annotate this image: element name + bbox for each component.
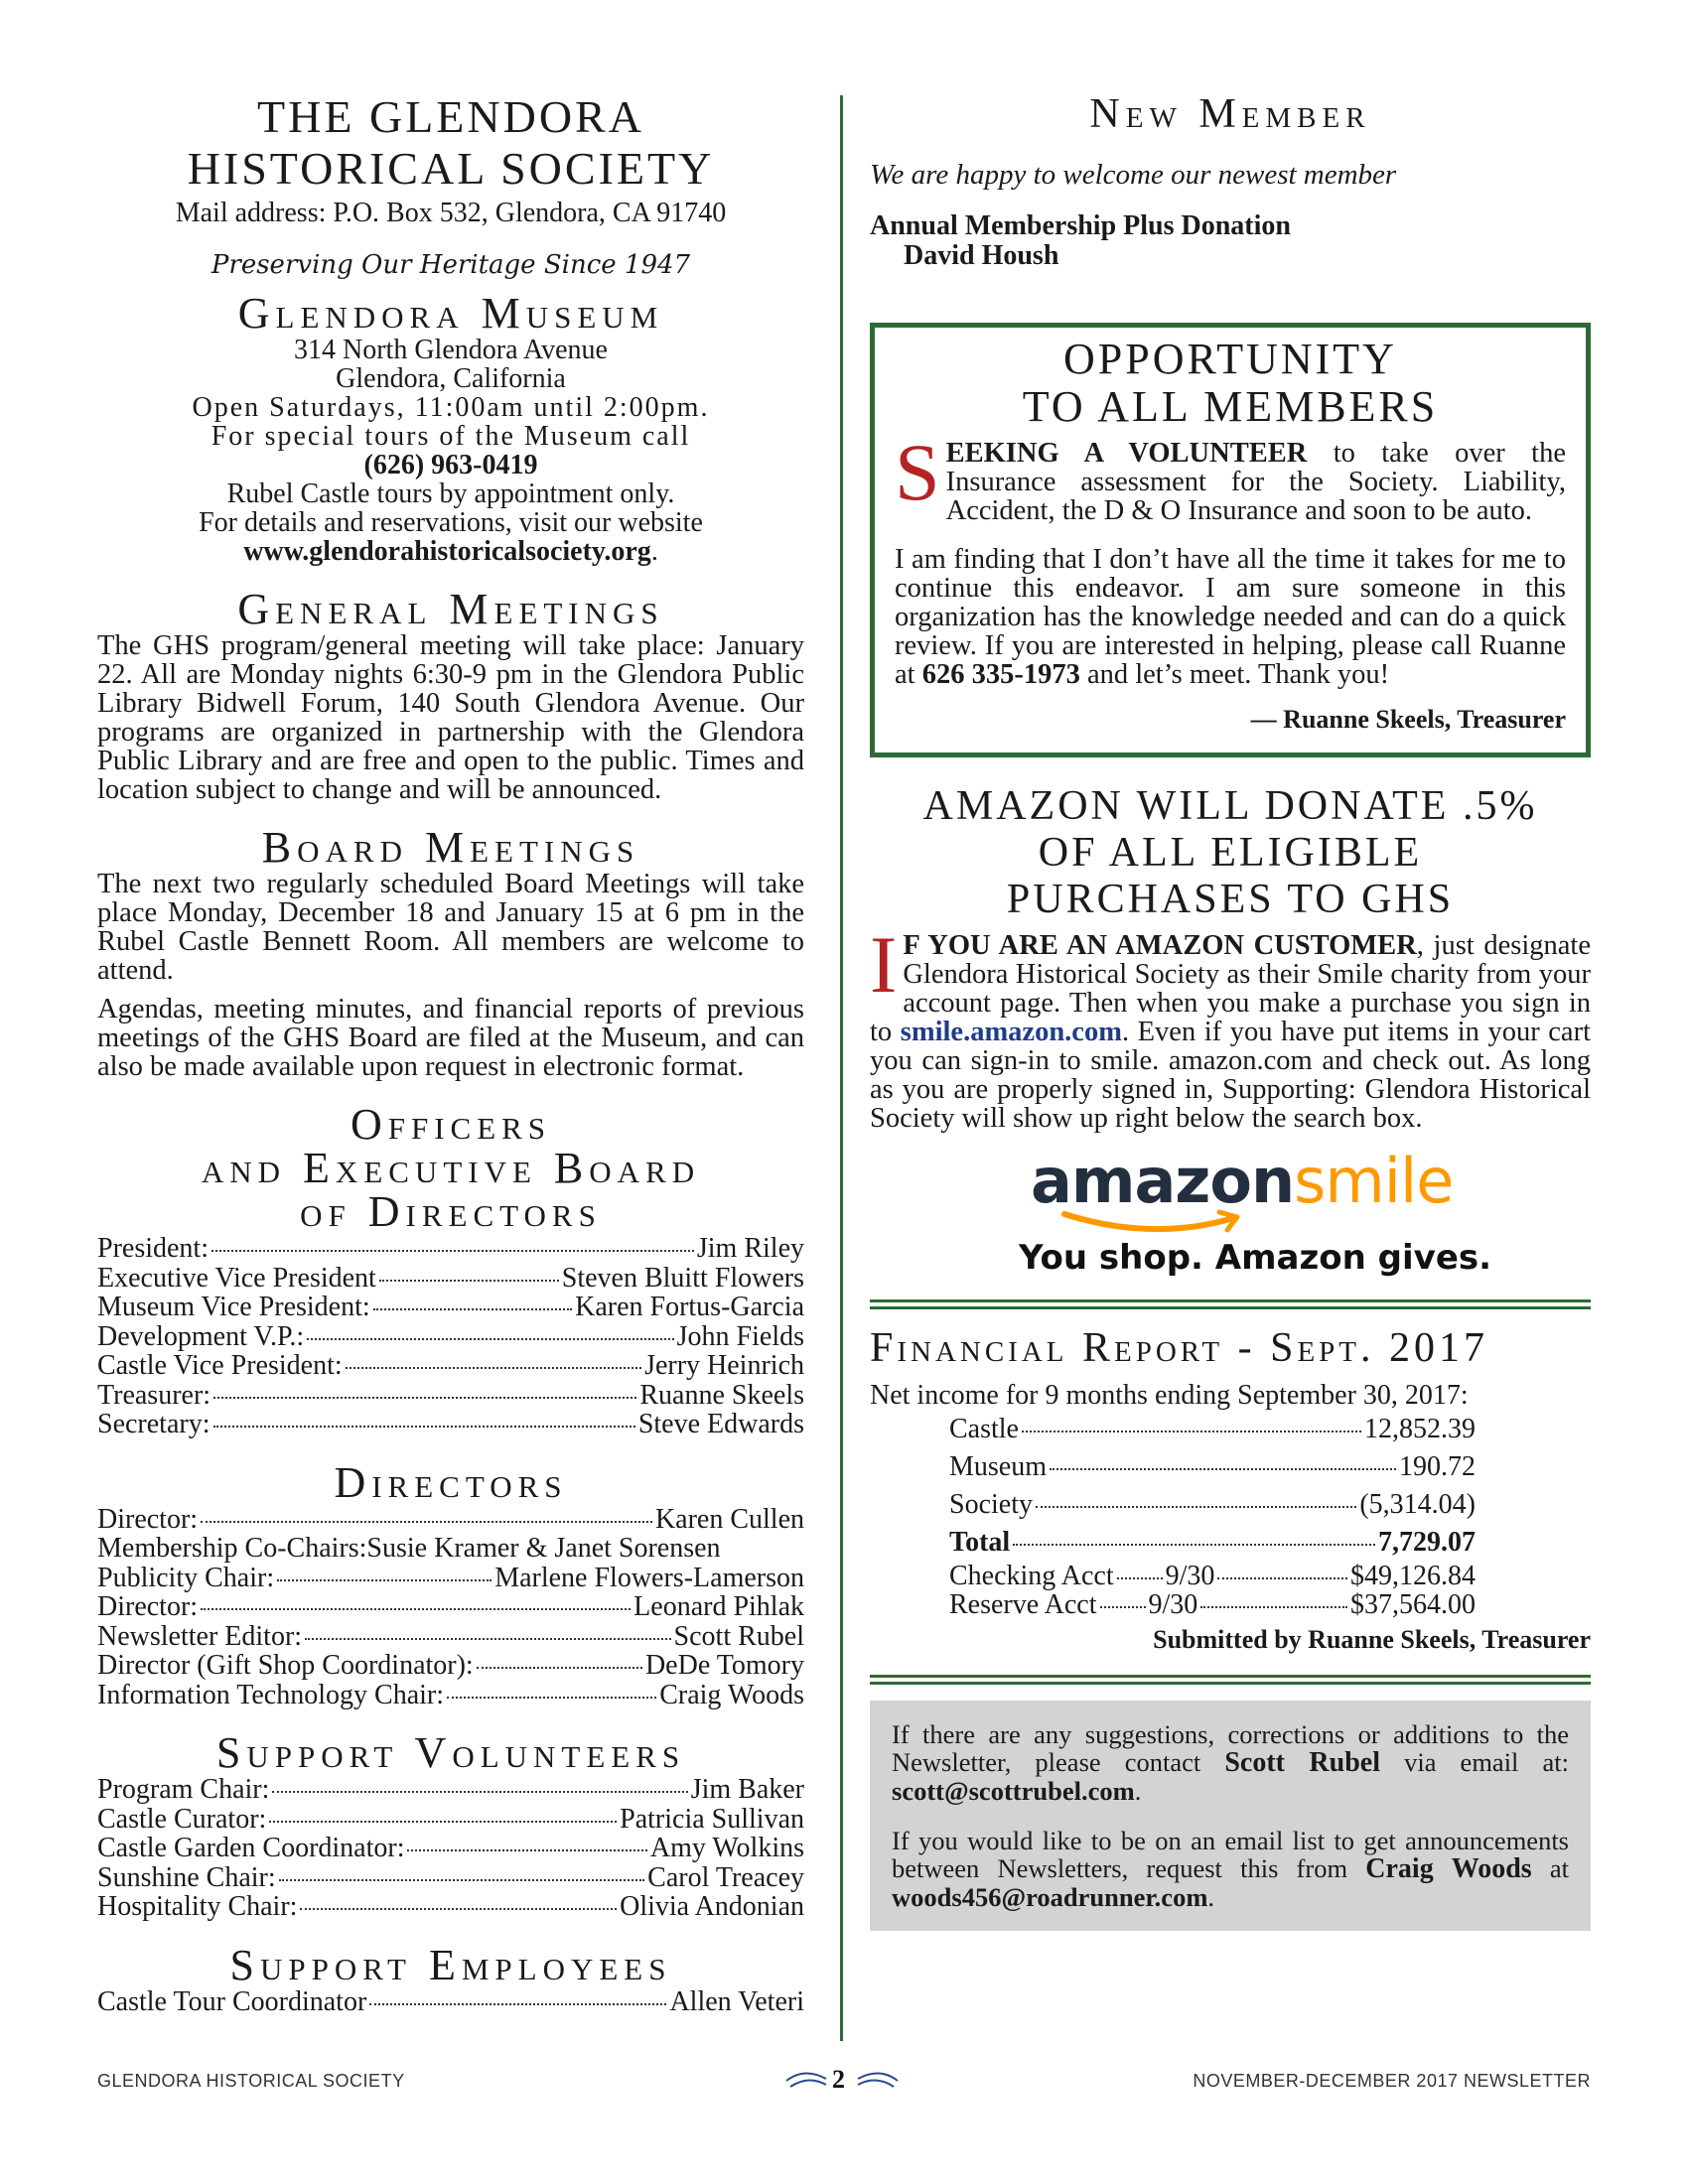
financial-label: Castle [949,1414,1019,1444]
roster-name: Leonard Pihlak [633,1591,804,1622]
roster-role: President: [97,1233,209,1264]
board-meetings-body1: The next two regularly scheduled Board Meetings will take place Monday, December 18 and January 15 at 6 pm in the Rubel Castle Bennett Room. All members are welcome to attend. [97,869,804,986]
roster-row [97,1651,804,1681]
list-contact-email[interactable]: woods456@roadrunner.com [892,1882,1208,1912]
roster-row [97,1592,804,1622]
contact-para2 [892,1827,1569,1911]
roster-name: John Fields [676,1320,804,1352]
roster-role: Information Technology Chair: [97,1679,445,1710]
officers-heading-line3: of Directors [300,1187,602,1236]
masthead [97,91,804,195]
museum-city: Glendora, California [336,363,566,394]
financial-row [949,1448,1476,1486]
roster-row [97,1293,804,1322]
amazon-title [870,783,1591,923]
museum-heading: Glendora Museum [237,289,664,338]
contact-text: via email at: [1380,1747,1569,1777]
financial-label: Museum [949,1451,1047,1482]
financial-row [949,1486,1476,1524]
roster-role: Director: [97,1591,199,1622]
financial-report-heading: Financial Report - Sept. 2017 [870,1325,1489,1371]
new-member-name: David Housh [904,240,1059,271]
editor-name: Scott Rubel [1224,1747,1381,1778]
left-column: THE GLENDORA HISTORICAL SOCIETY Mail address: P.O. Box 532, Glendora, CA 91740 Preserving Our Heritage Since 1947 Glendora Museum 314 North Glendora Avenue Glendora, California Open Saturdays, 11:00am until 2:00pm. For special tours of the Museum call (626) 963-0419 Rubel Castle tours by appointment only. For details and reservations, visit our website www.glendorahistoricalsociety.org. General Meetings The GHS program/general meeting will take place: January 22. All are Monday nights 6:30-9 pm in the Glendora Public Library Bidwell Forum, 140 South Glendora Avenue. Our programs are organized in partnership with the Glendora Public Library and are free and open to the public. Times and location subject to change and will be announced. Board Meetings The next two regularly scheduled Board Meetings will take place Monday, December 18 and January 15 at 6 pm in the Rubel Castle Bennett Room. All members are welcome to attend. Agendas, meeting minutes, and financial reports of previous meetings of the GHS Board are filed at the Museum, and can also be made available upon request in electronic format. Officers and Executive Board of Directors President: Jim Riley Executive Vice President Steven Bluitt Flowers Museum Vice President: Karen Fortus-Garcia Development V.P.: John Fields Castle Vice President: Jerry Heinrich Treasurer: Ruanne Skeels Secretary: Steve Edwards Directors Director: Karen Cullen Membership Co-Chairs: Susie Kramer & Janet Sorensen Publicity Chair: Marlene Flowers-Lamerson Director: Leonard Pihlak Newsletter Editor: Scott Rubel Director (Gift Shop Coordinator): DeDe Tomory Information Technology Chair: Craig Woods Support Volunteers Program Chair: Jim Baker Castle Curator: Patricia Sullivan Castle Garden Coordinator: Amy Wolkins Sunshine Chair: Carol Treacey Hospitality Chair: Olivia Andonian Support Employees Castle Tour Coordinator Allen Veteri [97,91,804,2017]
section-rule [870,1299,1591,1309]
logo-word-smile: smile [1294,1145,1454,1217]
museum-tours: For special tours of the Museum call [211,421,691,452]
opportunity-title-line2: TO ALL MEMBERS [1022,382,1439,431]
drop-cap: S [895,427,940,517]
footer-left: GLENDORA HISTORICAL SOCIETY [97,2071,405,2091]
roster-row [97,1775,804,1805]
contact-text: . [1134,1776,1142,1806]
roster-role: Newsletter Editor: [97,1620,303,1652]
roster-row [97,1987,804,2017]
financial-value: 190.72 [1399,1451,1476,1482]
museum-phone: (626) 963-0419 [363,450,538,480]
amazon-text-a: , just designate Glendora Historical Society as their Smile charity from your account page. Then when you make a purchase you sign in to [870,930,1592,1047]
support-employees-list [97,1987,804,2017]
roster-name: Karen Fortus-Garcia [575,1292,804,1322]
footer-right: NOVEMBER-DECEMBER 2017 NEWSLETTER [1193,2071,1591,2091]
section-rule [870,1675,1591,1685]
amazon-title-line2: OF ALL ELIGIBLE [1038,830,1423,876]
account-row [949,1590,1476,1619]
roster-role: Castle Garden Coordinator: [97,1833,405,1863]
roster-row [97,1892,804,1922]
opportunity-text2b: and let’s meet. Thank you! [1079,659,1390,690]
roster-row [97,1505,804,1535]
account-label: Checking Acct [949,1561,1114,1591]
list-contact-name: Craig Woods [1365,1853,1532,1884]
roster-row [97,1805,804,1835]
roster-role: Publicity Chair: [97,1562,275,1593]
contact-box [870,1701,1591,1931]
amazon-text-b: . Even if you have put items in your cart you can sign-in to smile. amazon.com and check out. As long as you are properly signed in, Supporting: Glendora Historical Society will show up right below the search box. [870,1017,1591,1134]
general-meetings-body: The GHS program/general meeting will take place: January 22. All are Monday nights 6:30-9 pm in the Glendora Public Library Bidwell Forum, 140 South Glendora Avenue. Our programs are organized in partnership with the Glendora Public Library and are free and open to the public. Times and location subject to change and will be announced. [97,630,804,805]
roster-role: Castle Vice President: [97,1350,343,1381]
opportunity-box [870,323,1591,757]
roster-name: Karen Cullen [654,1503,804,1535]
contact-para1 [892,1720,1569,1805]
opportunity-lead: EEKING A VOLUNTEER [945,438,1308,469]
officers-heading [97,1100,804,1236]
right-column [870,91,1591,1931]
contact-text: at [1531,1853,1569,1883]
roster-row [97,1622,804,1652]
castle-tours: Rubel Castle tours by appointment only. [226,478,675,509]
financial-table [949,1411,1476,1619]
roster-role: Program Chair: [97,1774,270,1805]
logo-word-amazon: amazon [1031,1145,1295,1217]
new-member-heading: New Member [1089,91,1371,137]
roster-name: Amy Wolkins [649,1833,804,1863]
account-date: 9/30 [1148,1589,1198,1620]
editor-email[interactable]: scott@scottrubel.com [892,1776,1135,1806]
contact-phone: 626 335-1973 [921,659,1080,690]
amazon-title-line1: AMAZON WILL DONATE .5% [922,783,1538,829]
membership-category: Annual Membership Plus Donation [870,210,1291,241]
smile-amazon-link[interactable]: smile.amazon.com [900,1017,1122,1047]
roster-name: Scott Rubel [673,1620,804,1652]
column-divider [840,95,843,2041]
roster-role: Development V.P.: [97,1320,305,1352]
masthead-line1: THE GLENDORA [257,91,644,142]
roster-role: Membership Co-Chairs: [97,1533,367,1564]
opportunity-text1: to take over the Insurance assessment for the Society. Liability, Accident, the D & O Insurance and soon to be auto. [945,438,1566,526]
financial-value: (5,314.04) [1359,1489,1476,1520]
roster-role: Hospitality Chair: [97,1891,298,1922]
roster-name: DeDe Tomory [644,1650,804,1681]
mail-address: Mail address: P.O. Box 532, Glendora, CA 91740 [175,198,727,228]
financial-value: 7,729.07 [1378,1527,1476,1558]
website-link[interactable]: www.glendorahistoricalsociety.org [243,536,651,567]
roster-row [97,1534,804,1564]
roster-role: Museum Vice President: [97,1292,370,1322]
museum-hours: Open Saturdays, 11:00am until 2:00pm. [192,392,710,423]
amazon-smile-arrow-icon [1058,1208,1257,1238]
officers-heading-line2: and Executive Board [201,1144,701,1192]
roster-name: Jim Baker [690,1774,804,1805]
roster-row [97,1564,804,1593]
roster-role: Sunshine Chair: [97,1861,276,1893]
roster-role: Castle Curator: [97,1803,267,1835]
officers-heading-line1: Officers [350,1100,552,1149]
opportunity-body2 [895,545,1566,689]
financial-submitted: Submitted by Ruanne Skeels, Treasurer [1153,1625,1591,1654]
account-row [949,1562,1476,1590]
roster-role: Castle Tour Coordinator [97,1985,367,2017]
account-label: Reserve Acct [949,1589,1097,1620]
roster-role: Executive Vice President [97,1262,376,1294]
roster-role: Secretary: [97,1409,211,1439]
support-volunteers-heading: Support Volunteers [215,1728,686,1777]
roster-row [97,1681,804,1710]
opportunity-title [895,336,1566,431]
amazon-body [870,919,1592,1134]
financial-row [949,1411,1476,1448]
page-footer [97,2061,1591,2101]
roster-name: Carol Treacey [647,1861,804,1893]
roster-row [97,1410,804,1439]
roster-name: Olivia Andonian [620,1891,804,1922]
roster-name: Marlene Flowers-Lamerson [494,1562,804,1593]
roster-row [97,1234,804,1264]
roster-name: Patricia Sullivan [620,1803,804,1835]
financial-label: Total [949,1527,1011,1558]
roster-role: Director (Gift Shop Coordinator): [97,1650,474,1681]
opportunity-text2a: I am finding that I don’t have all the time it takes for me to continue this endeavor. I am sure someone in this organization has the knowledge needed and can do a quick review. If you are interested in helping, please call Ruanne at [895,544,1566,690]
directors-heading: Directors [334,1457,568,1507]
contact-text: If there are any suggestions, corrections or additions to the Newsletter, please contact [892,1719,1569,1777]
opportunity-body1 [895,427,1566,526]
financial-intro: Net income for 9 months ending September 30, 2017: [870,1380,1469,1411]
roster-row [97,1381,804,1411]
roster-name: Susie Kramer & Janet Sorensen [366,1533,721,1564]
contact-text: . [1207,1882,1215,1912]
roster-row [97,1834,804,1863]
support-employees-heading: Support Employees [229,1940,672,1989]
board-meetings-heading: Board Meetings [261,823,640,872]
roster-role: Director: [97,1503,199,1535]
account-value: $49,126.84 [1350,1561,1476,1591]
financial-label: Society [949,1489,1033,1520]
opportunity-signoff: — Ruanne Skeels, Treasurer [1250,705,1566,734]
motto: Preserving Our Heritage Since 1947 [211,250,691,280]
roster-name: Steven Bluitt Flowers [561,1262,804,1294]
contact-text: If you would like to be on an email list to get announcements between Newsletters, request this from [892,1826,1569,1883]
roster-name: Steve Edwards [637,1409,804,1439]
general-meetings-heading: General Meetings [237,585,664,633]
roster-name: Ruanne Skeels [639,1379,804,1411]
board-meetings-body2: Agendas, meeting minutes, and financial reports of previous meetings of the GHS Board are filed at the Museum, and can also be made available upon request in electronic format. [97,994,804,1082]
roster-row [97,1322,804,1352]
financial-row-total [949,1524,1476,1562]
account-value: $37,564.00 [1350,1589,1476,1620]
roster-row [97,1351,804,1381]
opportunity-title-line1: OPPORTUNITY [1063,335,1397,383]
masthead-line2: HISTORICAL SOCIETY [187,143,715,194]
amazon-title-line3: PURCHASES TO GHS [1006,877,1455,922]
page-number-ornament [782,2061,902,2101]
roster-name: Jim Riley [696,1233,804,1264]
amazon-smile-logo [1019,1145,1492,1284]
support-volunteers-list [97,1775,804,1922]
museum-street: 314 North Glendora Avenue [294,335,608,365]
logo-tagline: You shop. Amazon gives. [1019,1238,1492,1278]
roster-role: Treasurer: [97,1379,211,1411]
drop-cap: I [870,919,898,1010]
roster-name: Craig Woods [659,1679,804,1710]
account-date: 9/30 [1165,1561,1215,1591]
financial-value: 12,852.39 [1364,1414,1476,1444]
amazon-lead: F YOU ARE AN AMAZON CUSTOMER [903,930,1417,961]
page-number: 2 [832,2065,846,2094]
roster-row [97,1863,804,1893]
roster-row [97,1264,804,1294]
directors-list [97,1505,804,1710]
roster-name: Jerry Heinrich [644,1350,804,1381]
new-member-welcome: We are happy to welcome our newest member [870,159,1397,191]
roster-name: Allen Veteri [669,1985,804,2017]
reservation-details: For details and reservations, visit our website [199,507,703,538]
officers-list [97,1234,804,1439]
